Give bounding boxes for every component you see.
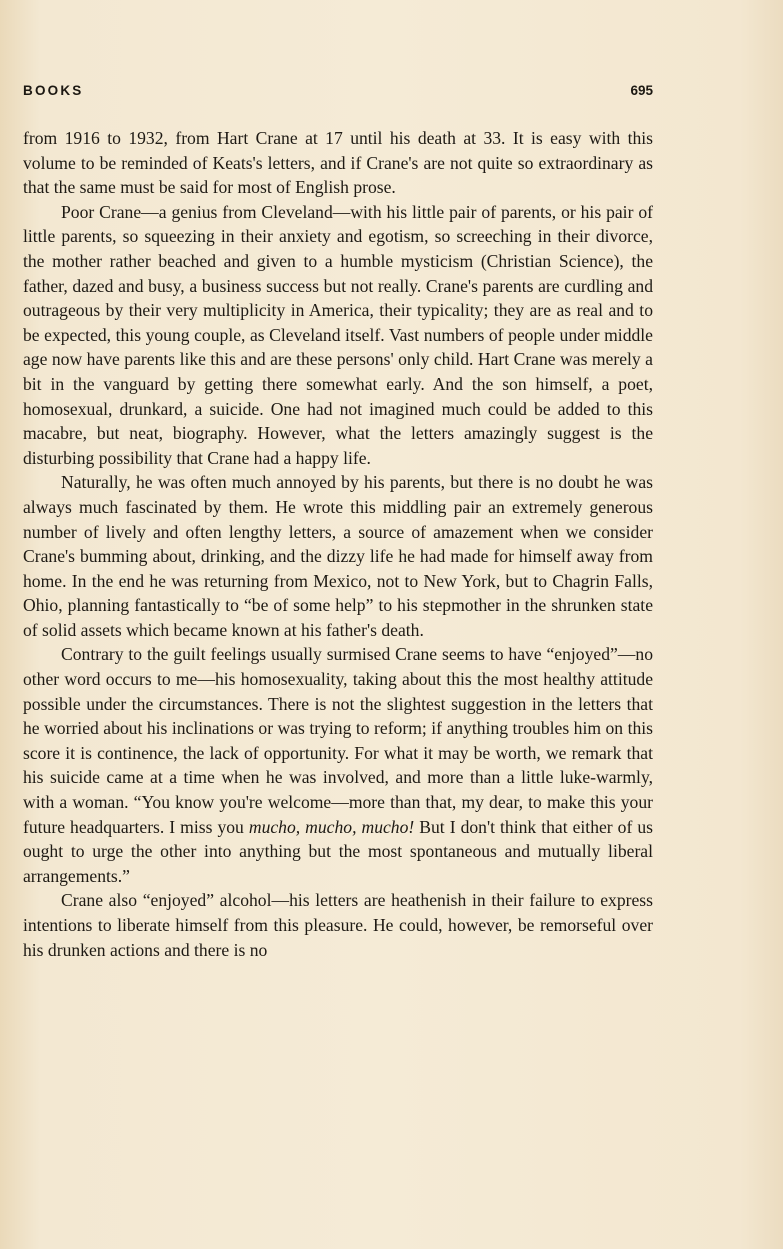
paragraph-3 xyxy=(23,470,653,642)
paragraph-2 xyxy=(23,200,653,471)
paragraph-text: Naturally, he was often much annoyed by his parents, but there is no doubt he was always much fascinated by them. He wrote this middling pair an extremely generous number of lively and often lengthy letters, a source of amazement when we consider Crane's bumming about, drinking, and the dizzy life he had made for himself away from home. In the end he was returning from Mexico, not to New York, but to Chagrin Falls, Ohio, planning fantastically to “be of some help” to his stepmother in the shrunken state of solid assets which became known at his father's death. xyxy=(23,472,653,640)
paragraph-text: from 1916 to 1932, from Hart Crane at 17 until his death at 33. It is easy with this volume to be reminded of Keats's letters, and if Crane's are not quite so extraordinary as that the same must be said for most of English prose. xyxy=(23,128,653,198)
paragraph-1 xyxy=(23,126,653,200)
italic-quote: mucho, mucho, mucho! xyxy=(248,816,415,837)
running-head xyxy=(23,83,653,103)
paragraph-text: Crane also “enjoyed” alcohol—his letters are heathenish in their failure to express intentions to liberate himself from this pleasure. He could, however, be remorseful over his drunken actions and there is no xyxy=(23,890,653,960)
paragraph-text: But I don't think that either of us ought to urge the other into anything but the most spontaneous and mutually liberal arrangements.” xyxy=(23,816,653,886)
section-title: BOOKS xyxy=(23,83,84,98)
paragraph-4 xyxy=(23,642,653,888)
paragraph-text: Poor Crane—a genius from Cleveland—with his little pair of parents, or his pair of little parents, so squeezing in their anxiety and egotism, so screeching in their divorce, the mother rather beached and given to a humble mysticism (Christian Science), the father, dazed and busy, a business success but not really. Crane's parents are curdling and outrageous by their very multiplicity in America, their typicality; they are as real and to be expected, this young couple, as Cleveland itself. Vast numbers of people under middle age now have parents like this and are these persons' only child. Hart Crane was merely a bit in the vanguard by getting there somewhat early. And the son himself, a poet, homosexual, drunkard, a suicide. One had not imagined much could be added to this macabre, but neat, biography. However, what the letters amazingly suggest is the disturbing possibility that Crane had a happy life. xyxy=(23,201,653,468)
paragraph-text: Contrary to the guilt feelings usually surmised Crane seems to have “enjoyed”—no other word occurs to me—his homosexuality, taking about this the most healthy attitude possible under the circumstances. There is not the slightest suggestion in the letters that he worried about his inclinations or was trying to reform; if anything troubles him on this score it is continence, the lack of opportunity. For what it may be worth, we remark that his suicide came at a time when he was involved, and more than a little luke-warmly, with a woman. “You know you're welcome—more than that, my dear, to make this your future headquarters. I miss you xyxy=(23,644,653,837)
page-number: 695 xyxy=(630,83,653,98)
paragraph-5 xyxy=(23,888,653,962)
article-body xyxy=(23,126,653,962)
